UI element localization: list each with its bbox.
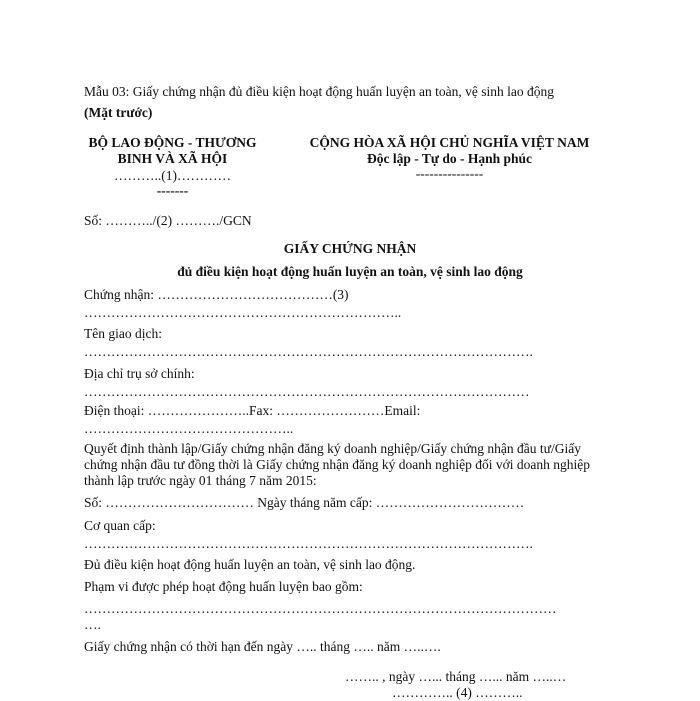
signatory-placeholder: ………….. (4) ……….. [392,685,523,700]
side-note: (Mặt trước) [84,105,153,120]
decision-text-line1: Quyết định thành lập/Giấy chứng nhận đăng ký doanh nghiệp/Giấy chứng nhận đầu tư/Giấy [84,441,581,456]
head-office-label: Địa chỉ trụ sở chính: [84,366,195,381]
place-date-line: …….. , ngày …... tháng …... năm …..… [345,669,567,684]
validity-line: Giấy chứng nhận có thời hạn đến ngày ….. tháng ….. năm …..…. [84,639,441,654]
right-header-divider: --------------- [415,166,484,181]
certificate-number: Số: ………../(2) ………./GCN [84,213,252,228]
document-title: GIẤY CHỨNG NHẬN [283,241,417,256]
registration-number-line: Số: …………………………… Ngày tháng năm cấp: …………………………… [84,495,525,510]
dotted-fill-line: …………………………………………………………….. [84,305,402,320]
ministry-name-line2: BINH VÀ XÃ HỘI [117,151,228,166]
certified-entity-line: Chứng nhận: …………………………………(3) [84,287,349,302]
document-subtitle: đủ điều kiện hoạt động huấn luyện an toàn, vệ sinh lao động [177,264,523,279]
national-motto: Độc lập - Tự do - Hạnh phúc [366,151,533,166]
form-caption: Mẫu 03: Giấy chứng nhận đủ điều kiện hoạt động huấn luyện an toàn, vệ sinh lao động [84,84,554,99]
ministry-name-line1: BỘ LAO ĐỘNG - THƯƠNG [88,135,257,150]
left-header-divider: ------- [156,183,189,198]
scope-label: Phạm vi được phép hoạt động huấn luyện bao gồm: [84,579,363,594]
dotted-fill-line: ……………………………………………………………………………………… [84,384,530,399]
decision-text-line3: thành lập trước ngày 01 tháng 7 năm 2015: [84,473,317,488]
dotted-fill-line: …. [84,617,101,632]
authority-placeholder: ………..(1)………… [114,168,231,183]
dotted-fill-line: ……………………………………….. [84,421,294,436]
dotted-fill-line: ………………………………………………………………………………………. [84,344,533,359]
contact-line: Điện thoại: …………………..Fax: ……………………Email: [84,403,421,418]
eligibility-statement: Đủ điều kiện hoạt động huấn luyện an toàn, vệ sinh lao động. [84,557,416,572]
dotted-fill-line: …………………………………………………………………………………………… [84,601,557,616]
dotted-fill-line: ………………………………………………………………………………………. [84,536,533,551]
trade-name-label: Tên giao dịch: [84,326,162,341]
issuing-agency-label: Cơ quan cấp: [84,518,156,533]
decision-text-line2: chứng nhận đầu tư đồng thời là Giấy chứng nhận đăng ký doanh nghiệp đối với doanh nghiệp [84,457,591,472]
national-title: CỘNG HÒA XÃ HỘI CHỦ NGHĨA VIỆT NAM [309,135,590,150]
